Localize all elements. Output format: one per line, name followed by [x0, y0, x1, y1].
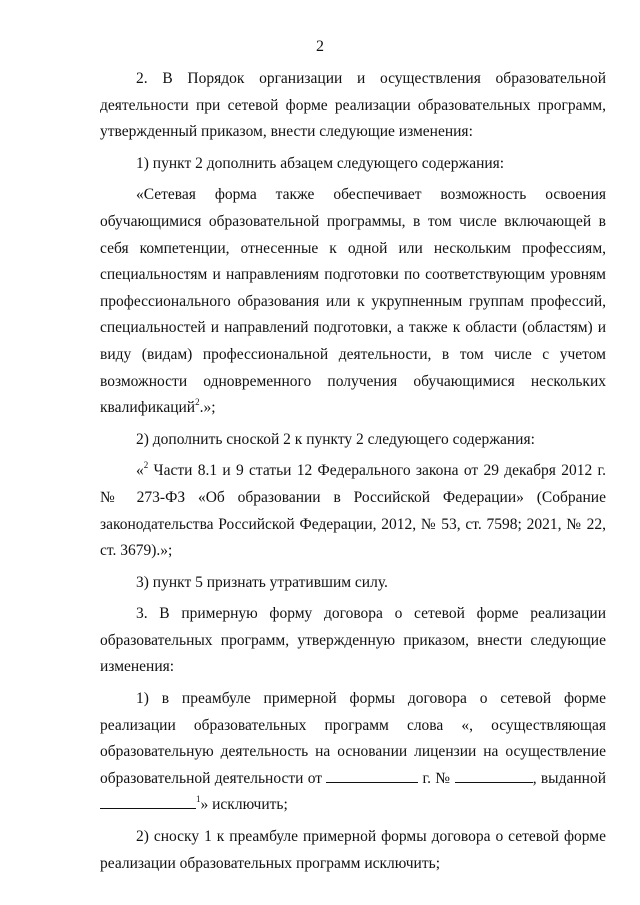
quote-text: «Сетевая форма также обеспечивает возможность освоения обучающимися образовательной программы, в том числе включающей в себя компетенции, отнесенные к одной или нескольким профессиям, специальностям и направлениям подготовки по соответствующим уровням профессионального образования или к укрупненным группам профессий, специальностей и направлений подготовки, а также к области (областям) и виду (видам) профессиональной деятельности, в том числе с учетом возможности одновременного получения обучающимися нескольких квалификаций [100, 186, 606, 417]
footnote-2-marker: 2 [143, 460, 149, 471]
preamble-text-2: г. № [418, 769, 455, 787]
item-3-subitem-1 [100, 686, 606, 819]
item-3-subitem-2: 2) сноску 1 к преамбуле примерной формы договора о сетевой форме реализации образовательных программ исключить; [100, 828, 606, 872]
item-2-subitem-1: 1) пункт 2 дополнить абзацем следующего содержания: [136, 154, 505, 172]
footnote-ref-2: 2 [195, 397, 200, 408]
preamble-text-3: , выданной [532, 769, 606, 787]
page-number: 2 [316, 38, 324, 55]
preamble-text-1: 1) в преамбуле примерной формы договора о сетевой форме реализации образовательных программ слова «, осуществляющая образовательную деятельность на основании лицензии на осуществление образовательной деятельности от [100, 690, 606, 787]
item-2-subitem-2: 2) дополнить сноской 2 к пункту 2 следующего содержания: [136, 430, 535, 448]
preamble-text-4: » исключить; [200, 796, 288, 814]
document-body [100, 66, 606, 877]
date-blank-line [326, 768, 418, 783]
item-2-intro: 2. В Порядок организации и осуществления образовательной деятельности при сетевой форме реализации образовательных программ, утвержденный приказом, внести следующие изменения: [100, 70, 606, 141]
footnote-ref-1: 1 [196, 794, 201, 805]
item-3-intro: 3. В примерную форму договора о сетевой форме реализации образовательных программ, утвержденную приказом, внести следующие изменения: [100, 605, 606, 676]
footnote-2-text-paragraph [100, 458, 606, 564]
footnote-open-quote: « [136, 462, 144, 480]
item-2-subitem-3: 3) пункт 5 признать утратившим силу. [136, 573, 388, 591]
number-blank-line [455, 768, 533, 783]
quote-end: .»; [199, 399, 216, 417]
item-2-quote-paragraph [100, 182, 606, 421]
issuer-blank-line [100, 794, 196, 809]
footnote-2-body: Части 8.1 и 9 статьи 12 Федерального закона от 29 декабря 2012 г. № 273-ФЗ «Об образовании в Российской Федерации» (Собрание законодательства Российской Федерации, 2012, № 53, ст. 7598; 2021, № 22, ст. 3679).»; [100, 462, 606, 560]
